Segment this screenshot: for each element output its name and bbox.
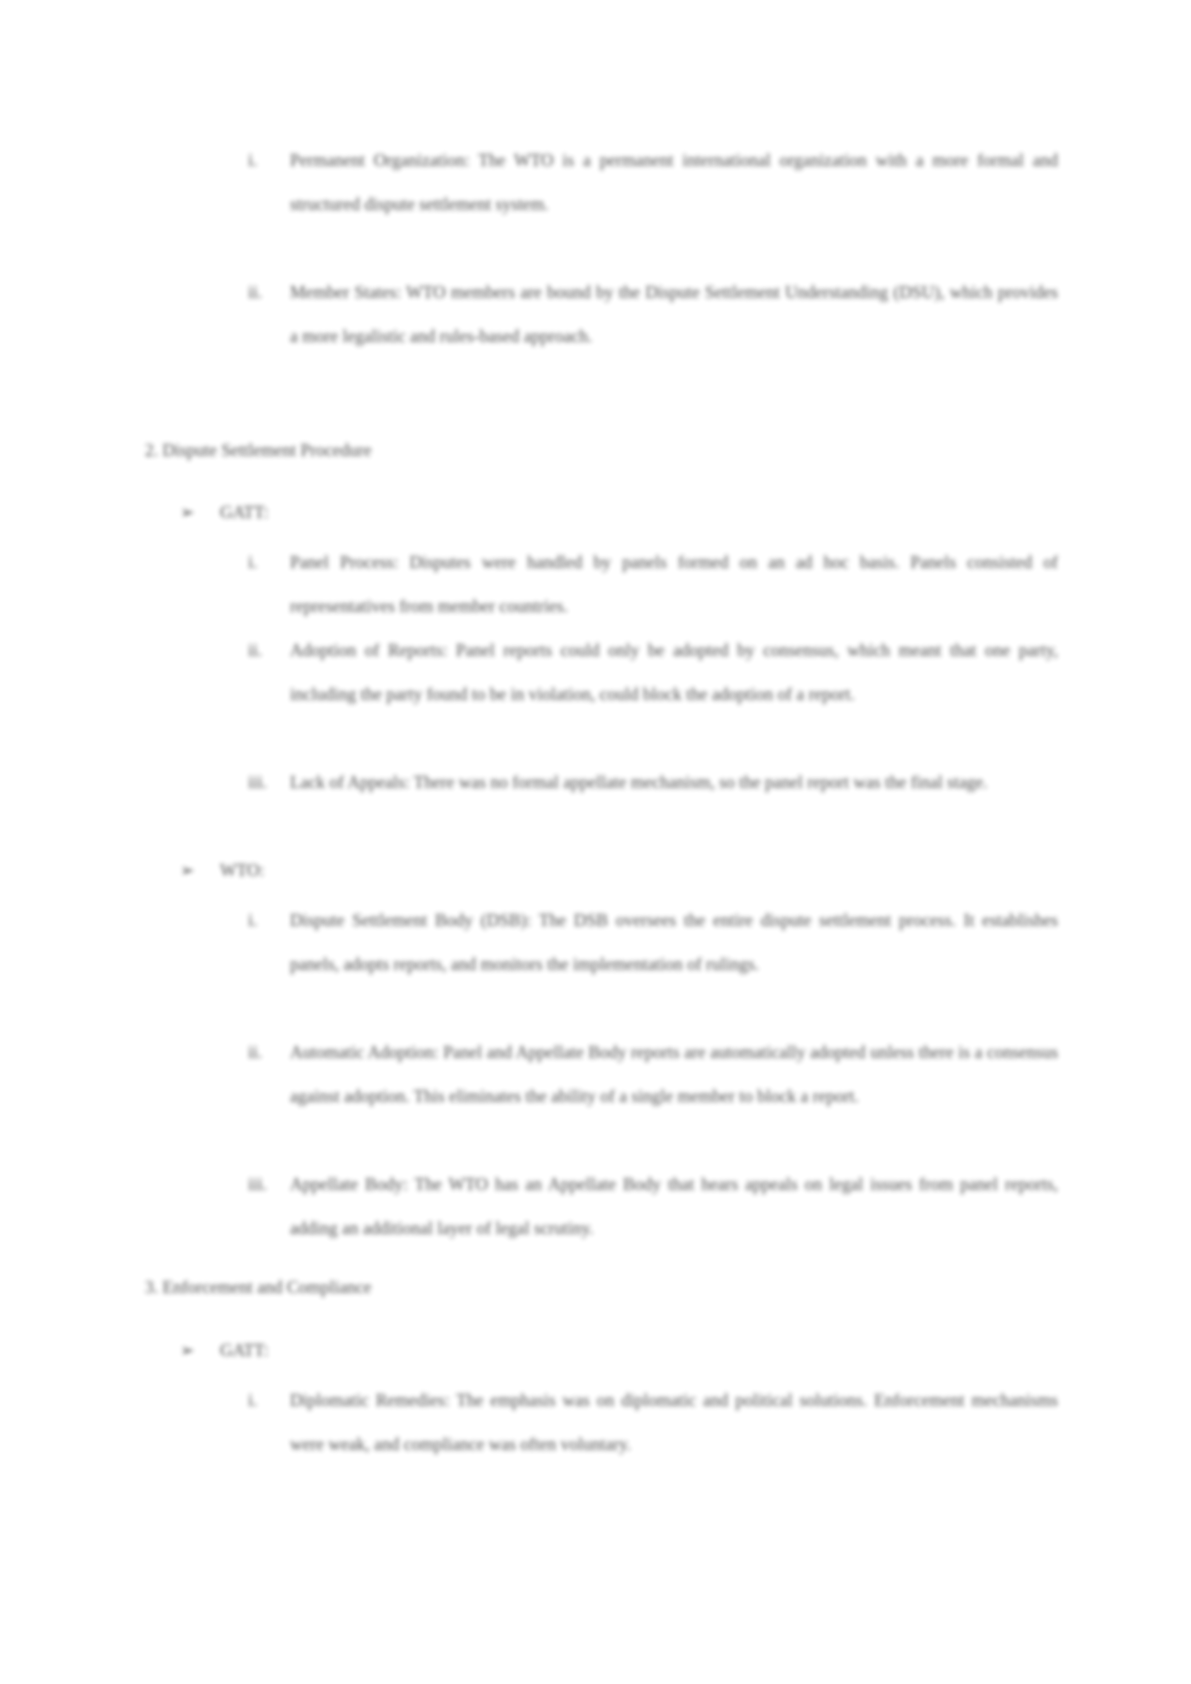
bullet-icon: ➢ [180, 860, 195, 880]
bullet-icon: ➢ [180, 502, 195, 522]
list-item-text: Dispute Settlement Body (DSB): The DSB oversees the entire dispute settlement process. It establishes panels, adopts reports, and monitors the implementation of rulings. [290, 910, 1058, 974]
list-marker: i. [248, 150, 258, 170]
list-item-text: Permanent Organization: The WTO is a permanent international organization with a more formal and structured dispute settlement system. [290, 150, 1058, 214]
list-marker: ii. [248, 1042, 263, 1062]
list-marker: i. [248, 1390, 258, 1410]
list-marker: iii. [248, 1174, 267, 1194]
list-item-text: Diplomatic Remedies: The emphasis was on diplomatic and political solutions. Enforcement mechanisms were weak, and compliance was often voluntary. [290, 1390, 1058, 1454]
list-marker: ii. [248, 282, 263, 302]
list-marker: i. [248, 910, 258, 930]
subsection-label-text: GATT: [220, 502, 269, 522]
list-item-text: Adoption of Reports: Panel reports could only be adopted by consensus, which meant that one party, including the party found to be in violation, could block the adoption of a report. [290, 640, 1058, 704]
list-item-text: Member States: WTO members are bound by the Dispute Settlement Understanding (DSU), which provides a more legalistic and rules-based approach. [290, 282, 1058, 346]
bullet-icon: ➢ [180, 1340, 195, 1360]
list-item-text: Lack of Appeals: There was no formal appellate mechanism, so the panel report was the final stage. [290, 772, 988, 792]
list-marker: iii. [248, 772, 267, 792]
list-item-text: Appellate Body: The WTO has an Appellate Body that hears appeals on legal issues from panel reports, adding an additional layer of legal scrutiny. [290, 1174, 1058, 1238]
section-heading: 3. Enforcement and Compliance [145, 1277, 372, 1297]
list-marker: i. [248, 552, 258, 572]
subsection-label-text: WTO: [220, 860, 265, 880]
list-item-text: Panel Process: Disputes were handled by panels formed on an ad hoc basis. Panels consisted of representatives from member countries. [290, 552, 1058, 616]
section-heading: 2. Dispute Settlement Procedure [145, 440, 372, 460]
list-marker: ii. [248, 640, 263, 660]
list-item-text: Automatic Adoption: Panel and Appellate Body reports are automatically adopted unless there is a consensus against adoption. This eliminates the ability of a single member to block a report. [290, 1042, 1058, 1106]
subsection-label-text: GATT: [220, 1340, 269, 1360]
